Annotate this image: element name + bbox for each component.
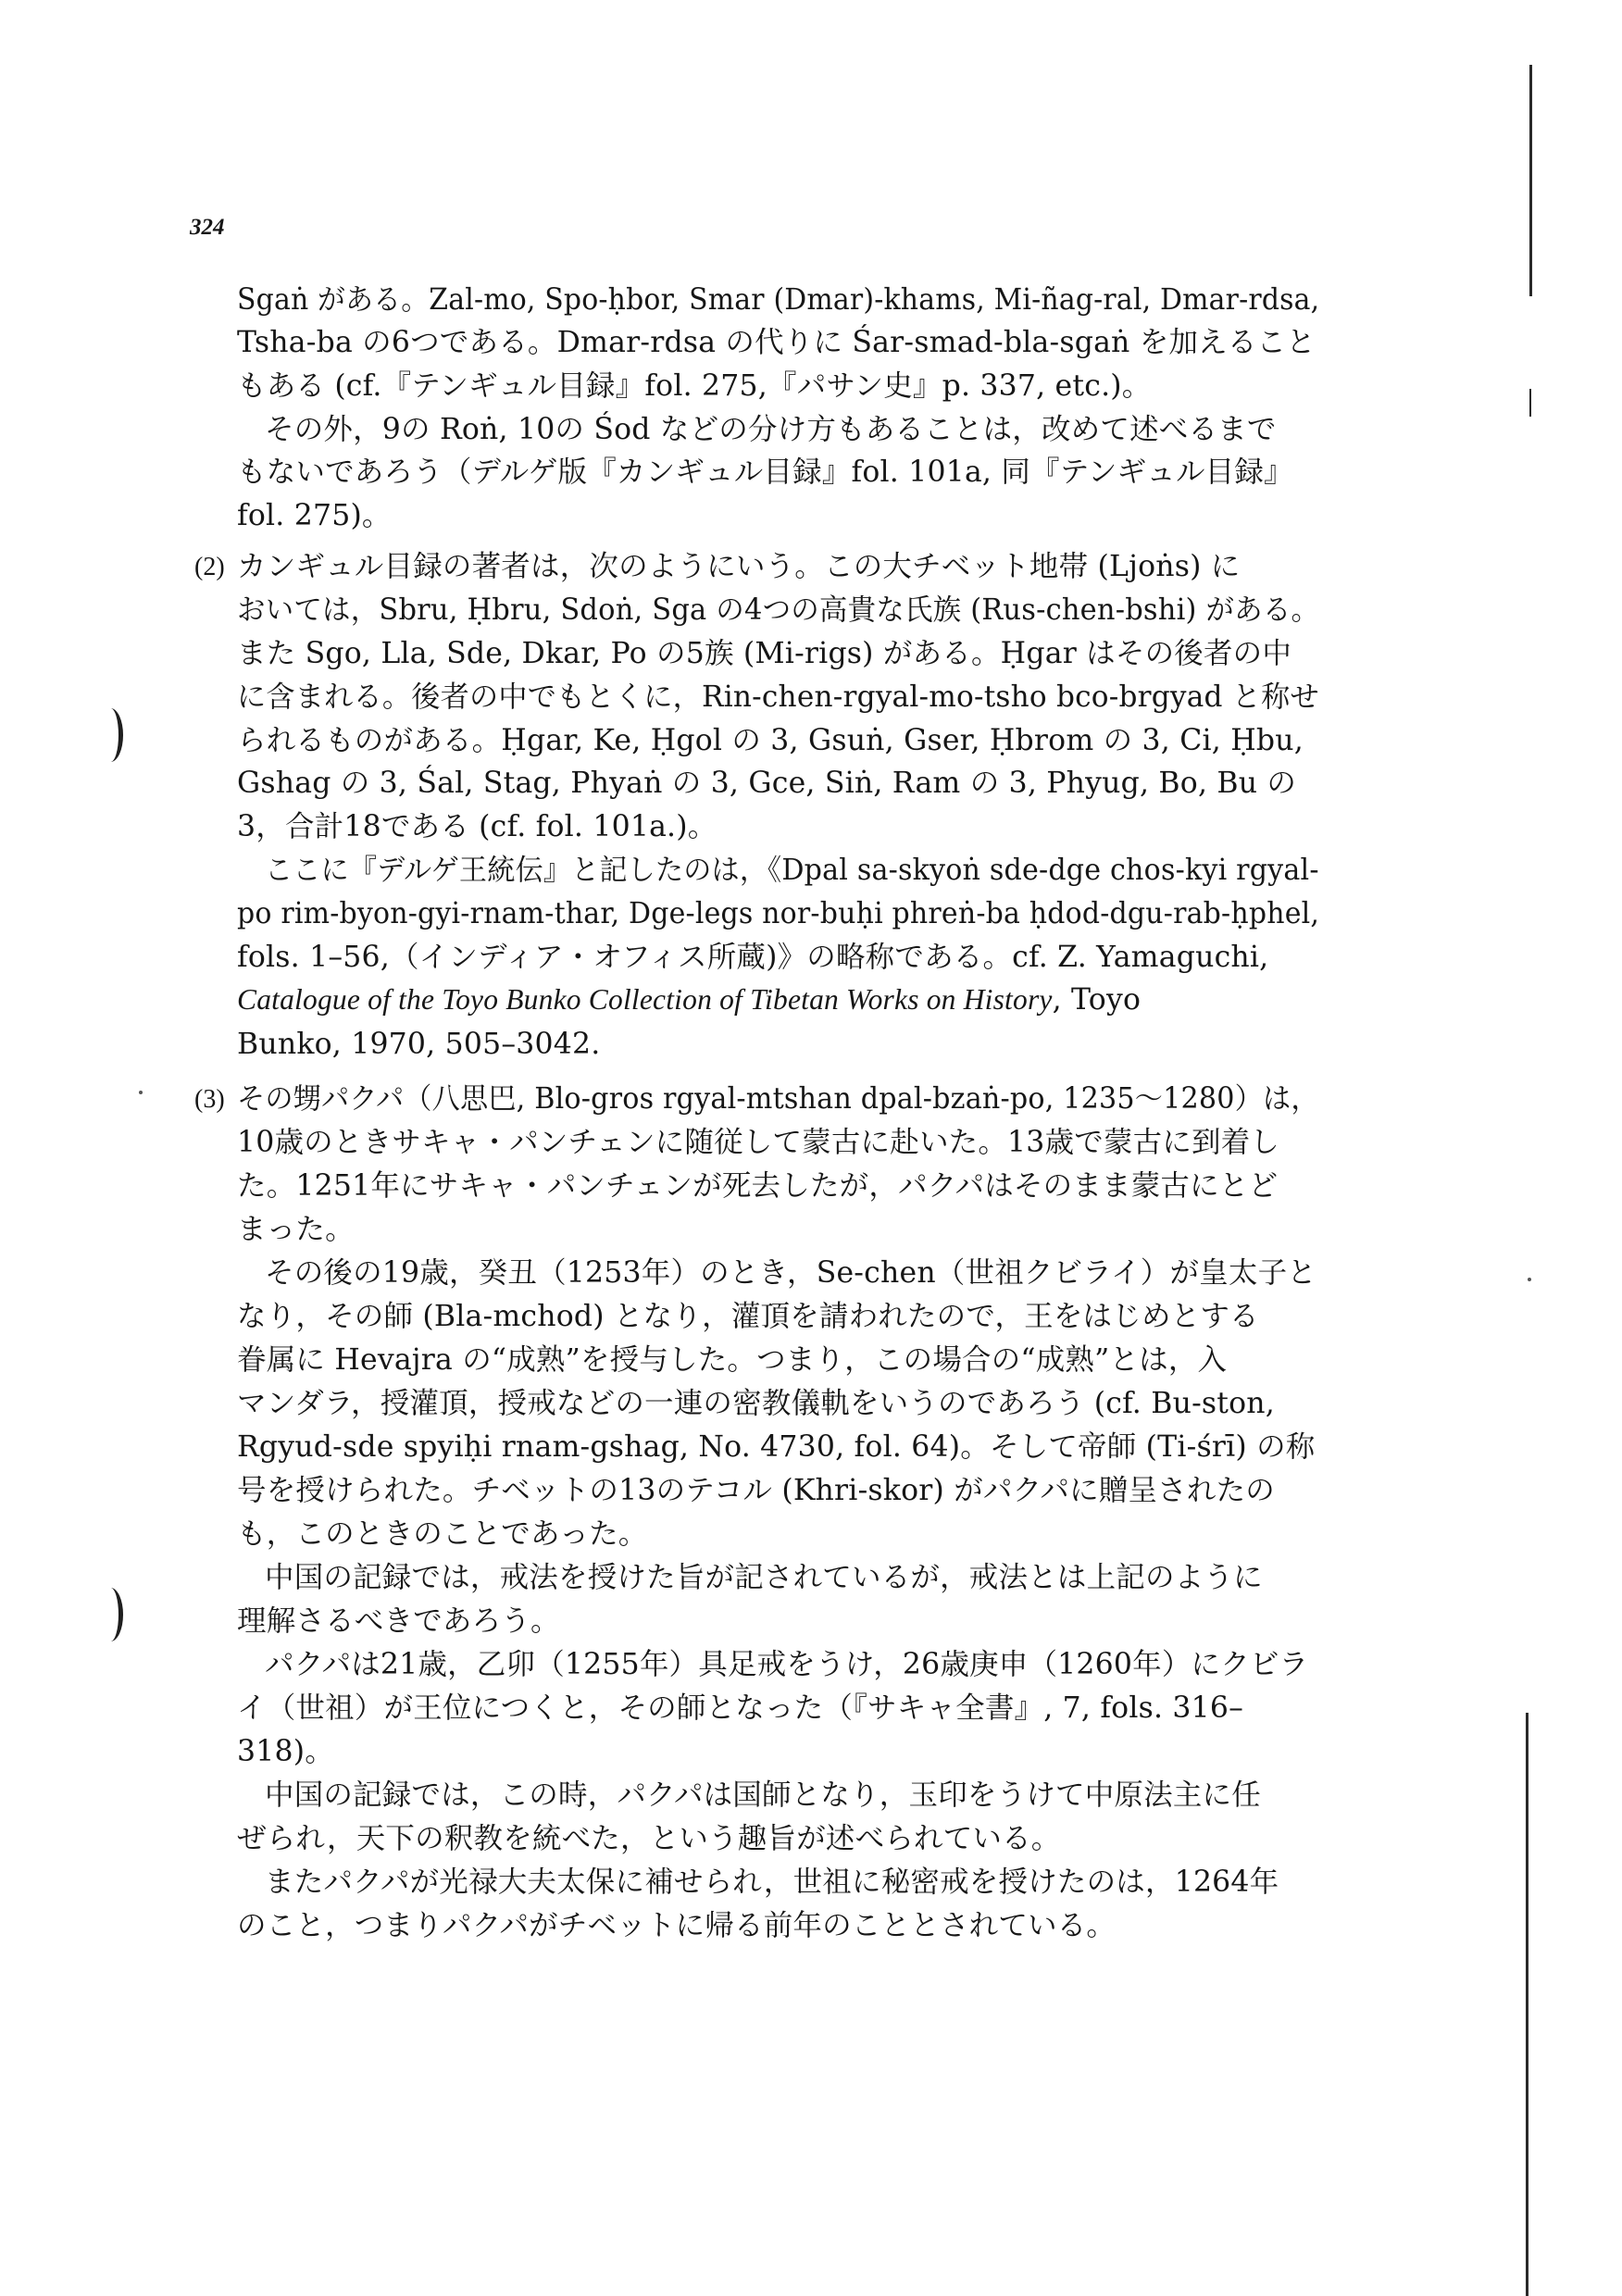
book-title: Catalogue of the Toyo Bunko Collection of Tibetan Works on History bbox=[237, 983, 1053, 1016]
binding-mark bbox=[98, 1588, 123, 1641]
text-line: po rim-byon-gyi-rnam-thar, Dge-legs nor-buḥi phreṅ-ba ḥdod-dgu-rab-ḥphel, bbox=[237, 897, 1320, 930]
text-line: Bunko, 1970, 505–3042. bbox=[237, 1028, 601, 1061]
text-line: なり，その師 (Bla-mchod) となり，灌頂を請われたので，王をはじめとする bbox=[237, 1300, 1259, 1333]
text-line: おいては，Sbru, Ḥbru, Sdoṅ, Sga の4つの高貴な氏族 (Rus-chen-bshi) がある。 bbox=[237, 593, 1320, 627]
text-line: 10歳のときサキャ・パンチェンに随従して蒙古に赴いた。13歳で蒙古に到着し bbox=[237, 1126, 1280, 1159]
text-line: も，このときのことであった。 bbox=[237, 1517, 648, 1551]
text-line: られるものがある。Ḥgar, Ke, Ḥgol の 3, Gsuṅ, Gser, Ḥbrom の 3, Ci, Ḥbu, bbox=[237, 724, 1304, 757]
text-line: また Sgo, Lla, Sde, Dkar, Po の5族 (Mi-rigs) がある。Ḥgar はその後者の中 bbox=[237, 637, 1292, 670]
scan-edge-line bbox=[1529, 389, 1531, 417]
text-line: fols. 1–56,（インディア・オフィス所蔵)》の略称である。cf. Z. Yamaguchi, bbox=[237, 941, 1269, 974]
text-line: Sgaṅ がある。Zal-mo, Spo-ḥbor, Smar (Dmar)-khams, Mi-ñag-ral, Dmar-rdsa, bbox=[237, 283, 1320, 317]
text-line: 318)。 bbox=[237, 1735, 334, 1768]
text-line: fol. 275)。 bbox=[237, 499, 392, 532]
text-line: まった。 bbox=[237, 1213, 355, 1246]
text-line: のこと，つまりパクパがチベットに帰る前年のこととされている。 bbox=[237, 1909, 1117, 1942]
text-line: Gshag の 3, Śal, Stag, Phyaṅ の 3, Gce, Siṅ, Ram の 3, Phyug, Bo, Bu の bbox=[237, 767, 1297, 800]
text-line: イ（世祖）が王位につくと，その師となった（『サキャ全書』, 7, fols. 316– bbox=[237, 1691, 1244, 1725]
text-line: 号を授けられた。チベットの13のテコル (Khri-skor) がパクパに贈呈されたの bbox=[237, 1474, 1276, 1507]
scan-edge-line bbox=[1526, 1713, 1528, 2296]
text-line: その甥パクパ（八思巴, Blo-gros rgyal-mtshan dpal-bzaṅ-po, 1235〜1280）は， bbox=[237, 1082, 1319, 1116]
text-line: その後の19歳，癸丑（1253年）のとき，Se-chen（世祖クビライ）が皇太子と bbox=[265, 1256, 1316, 1290]
text-line: Rgyud-sde spyiḥi rnam-gshag, No. 4730, fol. 64)。そして帝師 (Ti-śrī) の称 bbox=[237, 1430, 1316, 1464]
text-line: に含まれる。後者の中でもとくに，Rin-chen-rgyal-mo-tsho bco-brgyad と称せ bbox=[237, 680, 1319, 714]
scan-edge-line bbox=[1529, 65, 1532, 296]
scan-speck bbox=[1528, 1278, 1531, 1281]
text-line: またパクパが光禄大夫太保に補せられ，世祖に秘密戒を授けたのは，1264年 bbox=[265, 1866, 1279, 1899]
text-line: Tsha-ba の6つである。Dmar-rdsa の代りに Śar-smad-bla-sgaṅ を加えること bbox=[237, 326, 1316, 359]
text-line: 理解さるべきであろう。 bbox=[237, 1604, 560, 1638]
text-line: マンダラ，授灌頂，授戒などの一連の密教儀軌をいうのであろう (cf. Bu-ston, bbox=[237, 1387, 1275, 1420]
text-line: もないであろう（デルゲ版『カンギュル目録』fol. 101a, 同『テンギュル目録』 bbox=[237, 455, 1293, 489]
text-line: 中国の記録では，戒法を授けた旨が記されているが，戒法とは上記のように bbox=[265, 1561, 1263, 1594]
text-line: 眷属に Hevajra の“成熟”を授与した。つまり，この場合の“成熟”とは，入 bbox=[237, 1343, 1228, 1377]
text-line: 3，合計18である (cf. fol. 101a.)。 bbox=[237, 810, 717, 843]
text-line: ここに『デルゲ王統伝』と記したのは，《Dpal sa-skyoṅ sde-dge chos-kyi rgyal- bbox=[265, 854, 1319, 887]
text-line: もある (cf.『テンギュル目録』fol. 275,『パサン史』p. 337, etc.)。 bbox=[237, 369, 1152, 403]
note-number: (3) bbox=[194, 1085, 225, 1114]
note-number: (2) bbox=[194, 553, 225, 581]
binding-mark bbox=[98, 708, 123, 762]
text-line: その外，9の Roṅ, 10の Śod などの分け方もあることは，改めて述べるまで bbox=[265, 413, 1277, 446]
text-line: 中国の記録では，この時，パクパは国師となり，玉印をうけて中原法主に任 bbox=[265, 1778, 1261, 1812]
text-line: た。1251年にサキャ・パンチェンが死去したが，パクパはそのまま蒙古にとど bbox=[237, 1169, 1279, 1203]
text-line: パクパは21歳，乙卯（1255年）具足戒をうけ，26歳庚申（1260年）にクビラ bbox=[265, 1648, 1309, 1681]
text-line: ぜられ，天下の釈教を統べた，という趣旨が述べられている。 bbox=[237, 1822, 1061, 1855]
text-line: Catalogue of the Toyo Bunko Collection of Tibetan Works on History, Toyo bbox=[237, 983, 1142, 1017]
text-line: カンギュル目録の著者は，次のようにいう。この大チベット地帯 (Ljoṅs) に bbox=[237, 550, 1241, 583]
scan-speck bbox=[139, 1091, 143, 1094]
page-number: 324 bbox=[190, 215, 225, 240]
